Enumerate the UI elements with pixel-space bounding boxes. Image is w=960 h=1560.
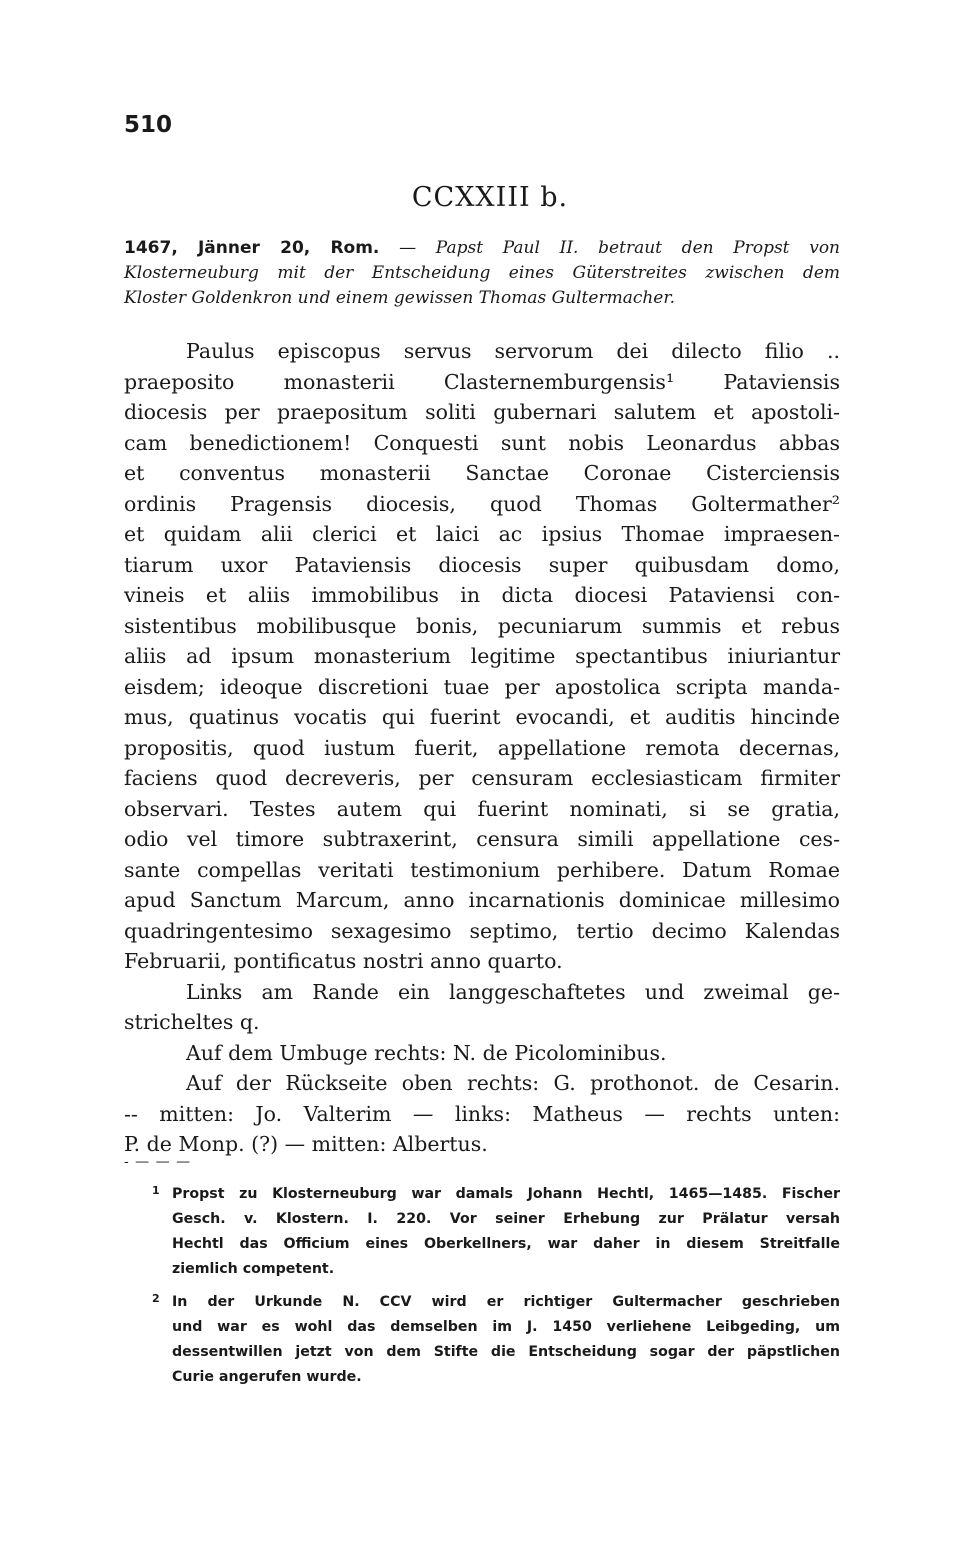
footnote-line: In der Urkunde N. CCV wird er richtiger Gultermacher geschrieben	[172, 1294, 840, 1310]
text-line: Links am Rande ein langgeschaftetes und zweimal ge-	[186, 979, 840, 1004]
text-line: Auf dem Umbuge rechts: N. de Picolominibus.	[186, 1040, 667, 1065]
footnote-line: Curie angerufen wurde.	[172, 1369, 362, 1385]
text-line: et quidam alii clerici et laici ac ipsius Thomae impraesen-	[124, 522, 840, 546]
regest-date: 1467, Jänner 20, Rom.	[124, 238, 380, 258]
footnote-line: Hechtl das Officium eines Oberkellners, war daher in diesem Streitfalle	[172, 1236, 840, 1252]
text-line: P. de Monp. (?) — mitten: Albertus.	[124, 1132, 488, 1156]
page-number: 510	[124, 112, 173, 138]
text-line: cam benedictionem! Conquesti sunt nobis Leonardus abbas	[124, 430, 840, 455]
text-line: faciens quod decreveris, per censuram ecclesiasticam firmiter	[124, 766, 840, 790]
footnote-line: dessentwillen jetzt von dem Stifte die Entscheidung sogar der päpstlichen	[172, 1344, 840, 1360]
text-line: et conventus monasterii Sanctae Coronae Cisterciensis	[124, 461, 840, 485]
text-line: -- mitten: Jo. Valterim — links: Matheus — rechts unten:	[124, 1101, 840, 1126]
footnote-2	[124, 1290, 840, 1390]
footnote-rule: - — — —	[124, 1154, 192, 1170]
footnote-mark: 2	[152, 1292, 160, 1305]
text-line: diocesis per praepositum soliti gubernari salutem et apostoli-	[124, 400, 840, 424]
text-line: propositis, quod iustum fuerit, appellatione remota decernas,	[124, 735, 840, 760]
text-line: vineis et aliis immobilibus in dicta diocesi Pataviensi con-	[124, 583, 840, 607]
footnote-line: Gesch. v. Klostern. I. 220. Vor seiner Erhebung zur Prälatur versah	[172, 1211, 840, 1227]
text-line: eisdem; ideoque discretioni tuae per apostolica scripta manda-	[124, 674, 840, 699]
text-line: stricheltes q.	[124, 1010, 260, 1034]
text-line: Februarii, pontificatus nostri anno quarto.	[124, 949, 563, 973]
text-line: sistentibus mobilibusque bonis, pecuniarum summis et rebus	[124, 613, 840, 638]
regest-line: Klosterneuburg mit der Entscheidung eines Güterstreites zwischen dem	[124, 263, 840, 283]
footnote-line: Propst zu Klosterneuburg war damals Johann Hechtl, 1465—1485. Fischer	[172, 1186, 840, 1202]
text-line: apud Sanctum Marcum, anno incarnationis dominicae millesimo	[124, 888, 840, 912]
text-line: ordinis Pragensis diocesis, quod Thomas Goltermather²	[124, 491, 840, 516]
footnote-line: ziemlich competent.	[172, 1261, 335, 1277]
document-number: CCXXIII b.	[411, 182, 569, 213]
regest-summary	[124, 236, 840, 311]
text-line: Auf der Rückseite oben rechts: G. prothonot. de Cesarin.	[186, 1071, 840, 1095]
text-line: quadringentesimo sexagesimo septimo, tertio decimo Kalendas	[124, 918, 840, 943]
text-line: odio vel timore subtraxerint, censura simili appellatione ces-	[124, 827, 840, 851]
regest-line	[124, 236, 840, 261]
regest-text: — Papst Paul II. betraut den Propst von	[379, 238, 840, 258]
text-line: aliis ad ipsum monasterium legitime spectantibus iniuriantur	[124, 644, 840, 668]
regest-line: Kloster Goldenkron und einem gewissen Thomas Gultermacher.	[124, 288, 676, 308]
charter-text	[124, 336, 840, 1160]
text-line: observari. Testes autem qui fuerint nominati, si se gratia,	[124, 796, 840, 821]
footnote-mark: 1	[152, 1184, 160, 1197]
text-line: tiarum uxor Pataviensis diocesis super quibusdam domo,	[124, 552, 840, 577]
footnote-1	[124, 1182, 840, 1282]
footnotes	[124, 1156, 840, 1398]
text-line: mus, quatinus vocatis qui fuerint evocandi, et auditis hincinde	[124, 705, 840, 729]
text-line: sante compellas veritati testimonium perhibere. Datum Romae	[124, 857, 840, 882]
footnote-line: und war es wohl das demselben im J. 1450 verliehene Leibgeding, um	[172, 1319, 840, 1335]
text-line: praeposito monasterii Clasternemburgensis¹ Pataviensis	[124, 369, 840, 394]
text-line: Paulus episcopus servus servorum dei dilecto filio ..	[186, 339, 840, 363]
